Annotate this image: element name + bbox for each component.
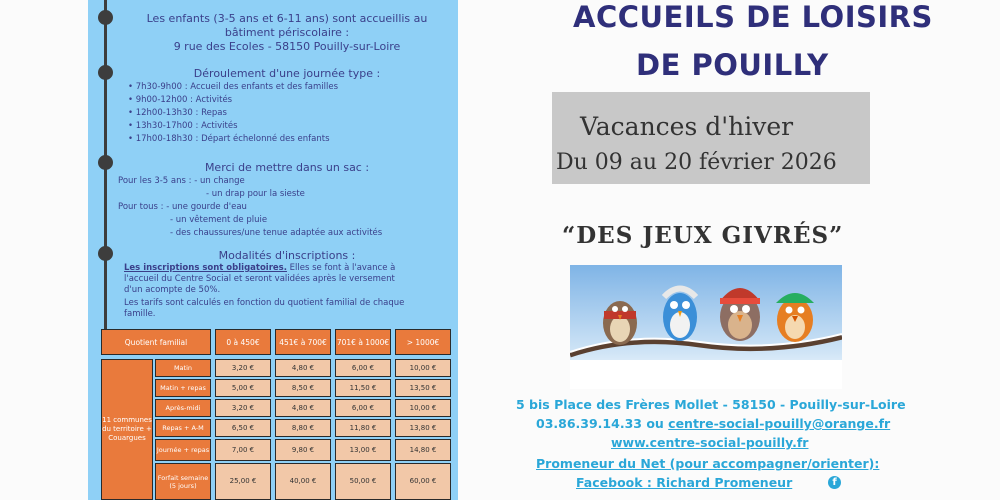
price-cell: 25,00 € [215, 463, 271, 500]
price-cell: 6,50 € [215, 419, 271, 437]
schedule-item: • 9h00-12h00 : Activités [128, 94, 338, 107]
bag-line: Pour tous : - une gourde d'eau [118, 202, 247, 212]
schedule-item: • 12h00-13h30 : Repas [128, 107, 338, 120]
main-title-line-2: DE POUILLY [636, 48, 829, 82]
theme-title: “DES JEUX GIVRÉS” [562, 222, 844, 249]
price-cell: 9,80 € [275, 439, 331, 461]
price-cell: 6,00 € [335, 399, 391, 417]
table-header-cell: 701€ à 1000€ [335, 329, 391, 355]
price-cell: 13,00 € [335, 439, 391, 461]
vacation-dates: Du 09 au 20 février 2026 [556, 150, 837, 175]
price-cell: 14,80 € [395, 439, 451, 461]
timeline-dot [98, 65, 113, 80]
winter-birds-illustration [570, 265, 842, 389]
facebook-icon[interactable]: f [828, 476, 841, 489]
table-header-cell: 451€ à 700€ [275, 329, 331, 355]
bag-line: - des chaussures/une tenue adaptée aux activités [170, 228, 383, 238]
bag-line: Pour les 3-5 ans : - un change [118, 176, 245, 186]
bag-line: - un vêtement de pluie [170, 215, 268, 225]
row-label: Journée + repas [155, 439, 211, 461]
facebook-link[interactable]: Facebook : Richard Promeneur [576, 475, 793, 490]
price-cell: 11,50 € [335, 379, 391, 397]
table-header-cell: Quotient familial [101, 329, 211, 355]
intro-line-3: 9 rue des Ecoles - 58150 Pouilly-sur-Loire [173, 40, 401, 53]
vacation-title: Vacances d'hiver [580, 112, 794, 141]
registration-title: Modalités d'inscriptions : [218, 249, 356, 262]
price-cell: 13,50 € [395, 379, 451, 397]
registration-line: Les inscriptions sont obligatoires. Elles se font à l'avance à [124, 263, 396, 273]
price-cell: 3,20 € [215, 359, 271, 377]
facebook-line [576, 475, 792, 490]
price-cell: 4,80 € [275, 399, 331, 417]
registration-line: Les tarifs sont calculés en fonction du quotient familial de chaque [124, 298, 405, 308]
schedule-item: • 17h00-18h30 : Départ échelonné des enfants [128, 133, 338, 146]
contact-line [536, 416, 890, 431]
schedule-item: • 7h30-9h00 : Accueil des enfants et des familles [128, 81, 338, 94]
price-cell: 40,00 € [275, 463, 331, 500]
group-cell: 11 communes du territoire + Couargues [101, 359, 153, 500]
birds-on-branch-image [570, 265, 842, 389]
email-link[interactable]: centre-social-pouilly@orange.fr [668, 416, 891, 431]
row-label: Forfait semaine (5 jours) [155, 463, 211, 500]
row-label: Matin + repas [155, 379, 211, 397]
registration-mandatory: Les inscriptions sont obligatoires. [124, 263, 287, 273]
price-cell: 6,00 € [335, 359, 391, 377]
phone-text: 03.86.39.14.33 ou [536, 416, 669, 431]
table-header-cell: 0 à 450€ [215, 329, 271, 355]
price-cell: 11,80 € [335, 419, 391, 437]
row-label: Matin [155, 359, 211, 377]
price-cell: 5,00 € [215, 379, 271, 397]
timeline-dot [98, 10, 113, 25]
price-cell: 50,00 € [335, 463, 391, 500]
timeline-dot [98, 246, 113, 261]
price-cell: 10,00 € [395, 359, 451, 377]
price-cell: 13,80 € [395, 419, 451, 437]
registration-line: l'accueil du Centre Social et seront validées après le versement [124, 274, 395, 284]
row-label: Repas + A-M [155, 419, 211, 437]
day-schedule [128, 81, 338, 146]
schedule-item: • 13h30-17h00 : Activités [128, 120, 338, 133]
address-text: 5 bis Place des Frères Mollet - 58150 - Pouilly-sur-Loire [516, 397, 906, 412]
price-cell: 10,00 € [395, 399, 451, 417]
promeneur-text: Promeneur du Net (pour accompagner/orienter): [536, 456, 880, 471]
intro-line-1: Les enfants (3-5 ans et 6-11 ans) sont accueillis au [146, 12, 428, 25]
main-title-line-1: ACCUEILS DE LOISIRS [573, 0, 933, 34]
price-cell: 8,50 € [275, 379, 331, 397]
intro-line-2: bâtiment périscolaire : [224, 26, 350, 39]
day-title: Déroulement d'une journée type : [193, 67, 381, 80]
registration-line: d'un acompte de 50%. [124, 285, 221, 295]
row-label: Après-midi [155, 399, 211, 417]
price-cell: 8,80 € [275, 419, 331, 437]
registration-line: famille. [124, 309, 156, 319]
website-link[interactable]: www.centre-social-pouilly.fr [611, 435, 809, 450]
bag-title: Merci de mettre dans un sac : [204, 161, 370, 174]
price-cell: 60,00 € [395, 463, 451, 500]
price-cell: 4,80 € [275, 359, 331, 377]
price-cell: 3,20 € [215, 399, 271, 417]
bag-line: - un drap pour la sieste [206, 189, 305, 199]
table-header-cell: > 1000€ [395, 329, 451, 355]
price-cell: 7,00 € [215, 439, 271, 461]
timeline-dot [98, 155, 113, 170]
